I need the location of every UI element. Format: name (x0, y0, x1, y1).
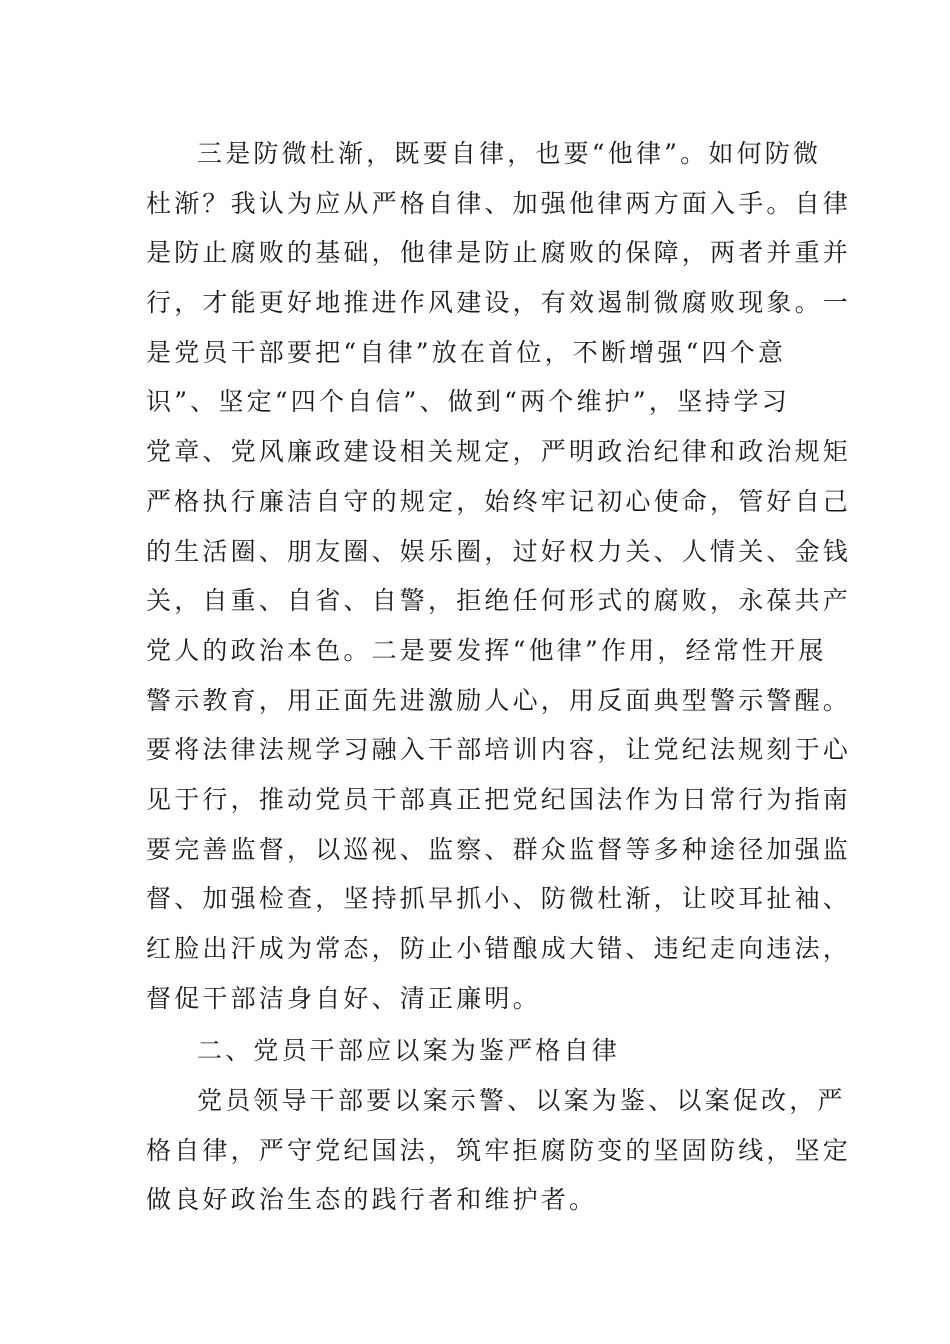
paragraph-line: 警示教育，用正面先进激励人心，用反面典型警示警醒。 (146, 685, 852, 715)
paragraph-lessons (146, 1076, 852, 1225)
paragraph-line: 要完善监督，以巡视、监察、群众监督等多种途径加强监 (146, 834, 852, 864)
section-heading-text: 二、党员干部应以案为鉴严格自律 (197, 1036, 621, 1065)
paragraph-line: 督促干部洁身自好、清正廉明。 (146, 983, 541, 1013)
paragraph-line: 党员领导干部要以案示警、以案为鉴、以案促改，严 (197, 1086, 846, 1115)
paragraph-line: 是党员干部要把“自律”放在首位，不断增强“四个意 (146, 337, 787, 367)
paragraph-line: 行，才能更好地推进作风建设，有效遏制微腐败现象。一 (146, 288, 852, 318)
paragraph-prevention (146, 129, 852, 1023)
paragraph-line: 格自律，严守党纪国法，筑牢拒腐防变的坚固防线，坚定 (146, 1135, 852, 1165)
paragraph-line: 红脸出汗成为常态，防止小错酿成大错、违纪走向违法， (146, 934, 852, 963)
paragraph-line: 识”、坚定“四个自信”、做到“两个维护”，坚持学习 (146, 387, 790, 417)
section-heading (146, 1026, 806, 1076)
paragraph-line: 三是防微杜渐，既要自律，也要“他律”。如何防微 (197, 139, 822, 168)
paragraph-line: 做良好政治生态的践行者和维护者。 (146, 1185, 598, 1215)
paragraph-line: 要将法律法规学习融入干部培训内容，让党纪法规刻于心 (146, 735, 852, 765)
paragraph-line: 严格执行廉洁自守的规定，始终牢记初心使命，管好自己 (146, 486, 852, 516)
paragraph-line: 杜渐？我认为应从严格自律、加强他律两方面入手。自律 (146, 188, 852, 218)
paragraph-line: 的生活圈、朋友圈、娱乐圈，过好权力关、人情关、金钱 (146, 536, 852, 566)
paragraph-line: 党人的政治本色。二是要发挥“他律”作用，经常性开展 (146, 635, 827, 665)
paragraph-line: 党章、党风廉政建设相关规定，严明政治纪律和政治规矩 (146, 437, 852, 467)
paragraph-line: 见于行，推动党员干部真正把党纪国法作为日常行为指南 (146, 784, 852, 814)
paragraph-line: 关，自重、自省、自警，拒绝任何形式的腐败，永葆共产 (146, 586, 852, 616)
paragraph-line: 督、加强检查，坚持抓早抓小、防微杜渐，让咬耳扯袖、 (146, 884, 852, 914)
paragraph-line: 是防止腐败的基础，他律是防止腐败的保障，两者并重并 (146, 238, 852, 268)
